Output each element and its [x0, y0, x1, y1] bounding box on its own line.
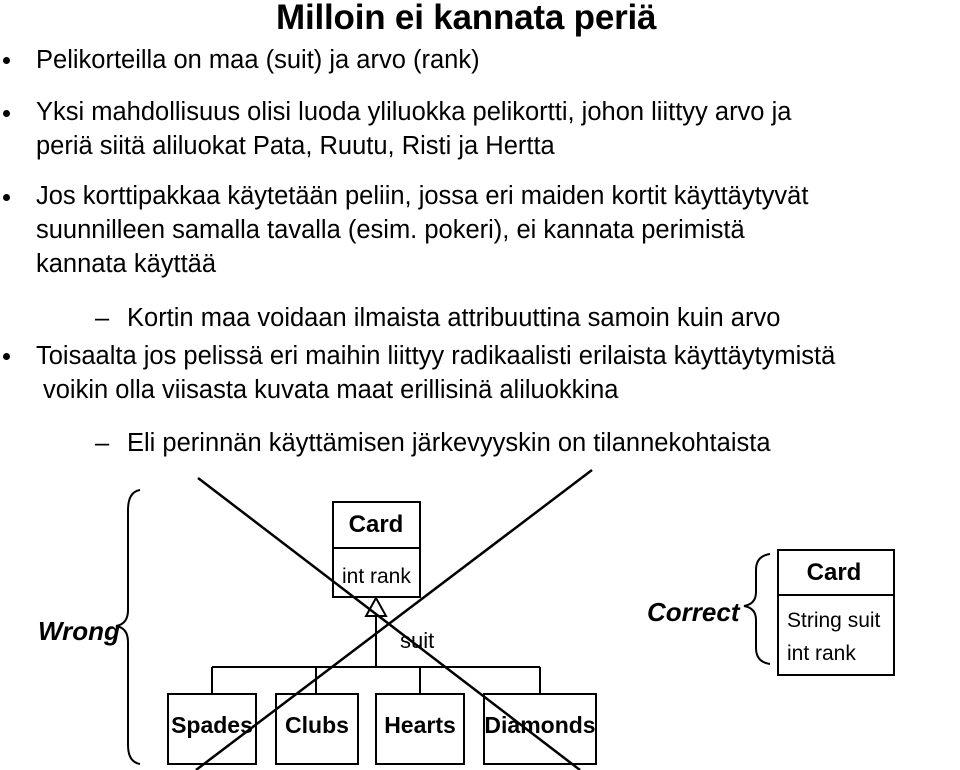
correct-label: Correct — [647, 597, 740, 627]
association-label: suit — [400, 628, 435, 653]
subclass-spades-name: Spades — [171, 712, 253, 738]
wrong-card-class-name: Card — [348, 511, 404, 538]
wrong-card-class-attribute: int rank — [342, 565, 411, 588]
subclass-clubs-name: Clubs — [285, 712, 349, 738]
bullet-4-line-2: voikin olla viisasta kuvata maat erillisinä aliluokkina — [43, 376, 619, 404]
bullet-4-line-1: Toisaalta jos pelissä eri maihin liittyy radikaalisti erilaista käyttäytymistä — [36, 342, 836, 370]
correct-card-attribute-1: String suit — [787, 609, 881, 632]
sub-bullet-dash: – — [95, 304, 110, 332]
bullet-3-line-1: Jos korttipakkaa käytetään peliin, jossa eri maiden kortit käyttäytyvät — [36, 182, 809, 210]
slide-title: Milloin ei kannata periä — [276, 0, 657, 37]
bullet-3-line-2: suunnilleen samalla tavalla (esim. pokeri), ei kannata perimistä — [36, 216, 745, 244]
bullet-2-line-2: periä siitä aliluokat Pata, Ruutu, Risti ja Hertta — [36, 132, 555, 160]
sub-bullet-2: Eli perinnän käyttämisen järkevyyskin on tilannekohtaista — [127, 429, 771, 457]
bullet-1-line-1: Pelikorteilla on maa (suit) ja arvo (rank) — [36, 46, 480, 74]
subclass-diamonds-name: Diamonds — [484, 712, 596, 738]
correct-card-attribute-2: int rank — [787, 642, 856, 665]
correct-brace — [744, 554, 770, 664]
sub-bullet-dash: – — [95, 429, 110, 457]
sub-bullet-1: Kortin maa voidaan ilmaista attribuuttina samoin kuin arvo — [127, 304, 781, 332]
correct-card-class-name: Card — [806, 559, 862, 586]
bullet-2-line-1: Yksi mahdollisuus olisi luoda yliluokka pelikortti, johon liittyy arvo ja — [36, 98, 792, 126]
bullet-3-line-3: kannata käyttää — [36, 250, 217, 278]
wrong-label: Wrong — [38, 616, 120, 646]
subclass-hearts-name: Hearts — [384, 712, 456, 738]
